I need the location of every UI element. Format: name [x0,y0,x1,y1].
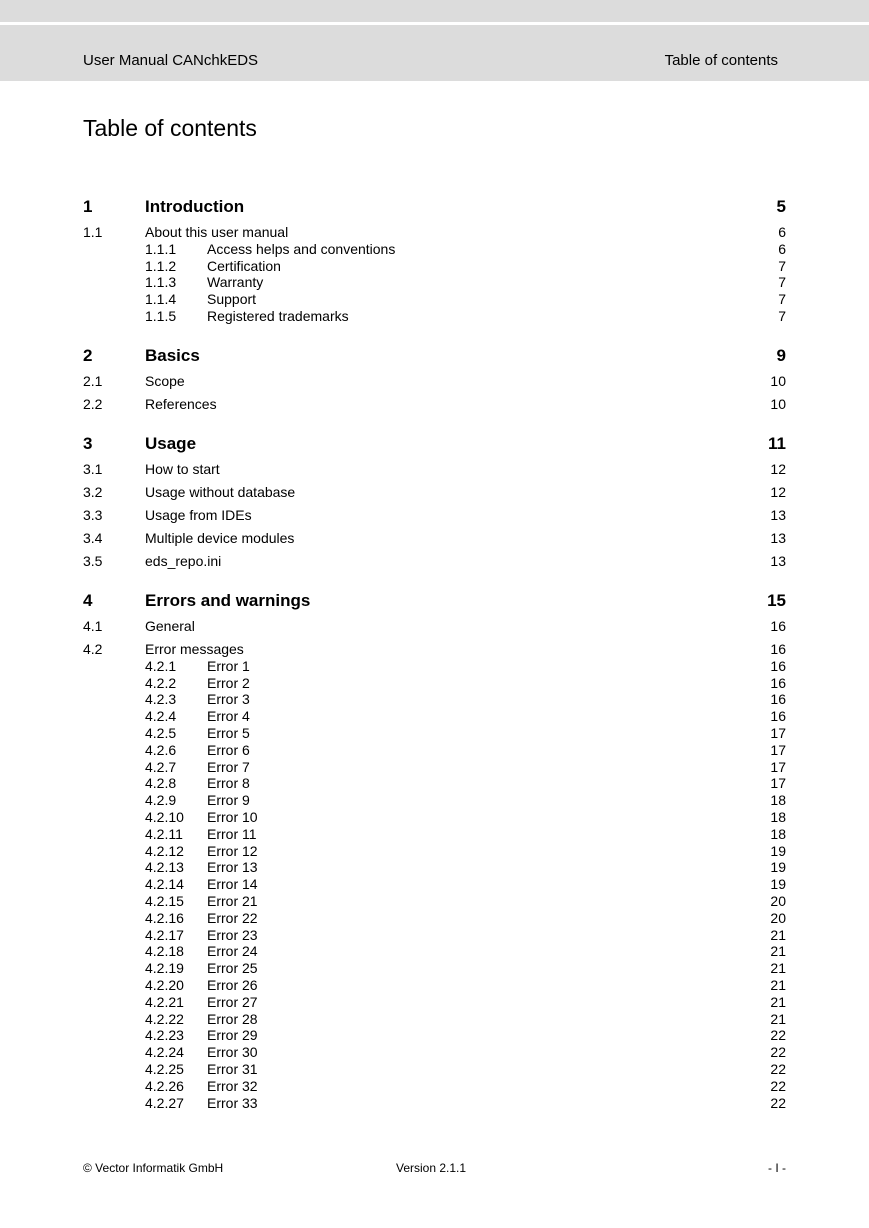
toc-title: Usage [145,434,197,453]
toc-number: 4.2.10 [145,809,184,825]
toc-title: References [145,396,217,412]
footer-copyright: © Vector Informatik GmbH [83,1161,224,1175]
toc-title: Error 3 [207,691,250,708]
toc-number: 4 [83,591,93,610]
toc-title: Certification [207,257,281,274]
toc-number: 2.2 [83,396,103,412]
toc-title: eds_repo.ini [145,553,222,569]
toc-title: Error 11 [207,825,257,842]
toc-title: Error 31 [207,1061,258,1077]
toc-number: 4.2.15 [145,893,184,909]
toc-page-number: 12 [770,484,786,500]
toc-page-number: 10 [770,396,786,412]
toc-title: Error 5 [207,725,250,741]
toc-title: Usage without database [145,484,296,500]
toc-title: How to start [145,461,220,477]
toc-number: 1.1.2 [145,257,177,274]
toc-title: Error 1 [207,657,250,674]
toc-page-number: 22 [770,1077,786,1094]
toc-page-number: 10 [770,373,786,389]
toc-title: Error 9 [207,792,250,809]
toc-title: About this user manual [145,224,289,240]
toc-title: Registered trademarks [207,308,349,324]
toc-number: 2.1 [83,373,103,389]
toc-title: Warranty [207,274,264,291]
toc-number: 1.1.4 [145,291,177,308]
toc-page-number: 5 [776,197,786,216]
toc-number: 4.2.21 [145,993,184,1010]
toc-page-number: 9 [776,346,786,365]
toc-number: 4.2.9 [145,792,177,809]
toc-number: 4.2.11 [145,825,183,842]
toc-title: Error 30 [207,1044,258,1061]
toc-page-number: 19 [770,859,786,876]
toc-title: Error 26 [207,977,258,993]
toc-number: 4.2.19 [145,960,184,977]
toc-page-number: 16 [770,657,786,674]
toc-number: 4.2.24 [145,1044,184,1061]
toc-page-number: 19 [770,842,786,859]
toc-page-number: 16 [770,708,786,725]
toc-page-number: 16 [770,691,786,708]
toc-number: 4.2.18 [145,943,184,960]
toc-number: 3 [83,434,93,453]
toc-page-number: 7 [778,308,786,324]
toc-page-number: 16 [770,618,786,634]
toc-number: 3.2 [83,484,103,500]
header-document-title: User Manual CANchkEDS [83,52,259,69]
header-section-title: Table of contents [664,52,778,69]
toc-page-number: 6 [778,224,786,240]
toc-title: Error messages [145,641,244,657]
toc-page-number: 21 [770,943,786,960]
toc-title: Error 28 [207,1010,258,1027]
toc-number: 3.3 [83,507,103,523]
toc-number: 2 [83,346,93,365]
toc-page-number: 22 [770,1027,786,1044]
toc-number: 4.2.13 [145,859,184,876]
toc-number: 3.1 [83,461,103,477]
toc-number: 4.2.6 [145,741,177,758]
toc-page-number: 15 [767,591,786,610]
toc-page-number: 7 [778,274,786,291]
toc-page-number: 12 [770,461,786,477]
toc-number: 4.2.8 [145,775,177,792]
footer-page-number: - I - [768,1161,786,1175]
toc-page-number: 21 [770,993,786,1010]
toc-page-number: 17 [770,741,786,758]
toc-number: 4.2.23 [145,1027,184,1044]
toc-page-number: 18 [770,825,786,842]
toc-number: 4.2.26 [145,1077,184,1094]
toc-page-number: 13 [770,507,786,523]
toc-number: 4.2.16 [145,909,184,926]
toc-number: 1.1.1 [145,240,177,257]
toc-page-number: 7 [778,291,786,308]
toc-title: Error 33 [207,1094,258,1111]
toc-number: 1 [83,197,93,216]
toc-title: Error 29 [207,1027,258,1044]
toc-title: General [145,618,195,634]
toc-page-number: 11 [768,434,786,453]
toc-number: 4.2 [83,641,103,657]
toc-page-number: 6 [778,240,786,257]
toc-number: 4.2.20 [145,977,184,993]
toc-page-number: 21 [770,960,786,977]
toc-number: 4.2.12 [145,842,184,859]
toc-page-number: 22 [770,1044,786,1061]
toc-number: 4.2.5 [145,725,177,741]
toc-title: Error 32 [207,1077,258,1094]
toc-number: 4.1 [83,618,103,634]
toc-page-number: 21 [770,926,786,943]
toc-title: Error 4 [207,708,250,725]
toc-title: Multiple device modules [145,530,295,546]
toc-page-number: 22 [770,1094,786,1111]
toc-title: Usage from IDEs [145,507,252,523]
toc-number: 1.1.5 [145,308,177,324]
toc-title: Error 23 [207,926,258,943]
toc-number: 4.2.3 [145,691,177,708]
toc-number: 1.1 [83,224,103,240]
toc-page-number: 21 [770,1010,786,1027]
toc-number: 1.1.3 [145,274,177,291]
toc-title: Error 25 [207,960,258,977]
toc-title: Introduction [145,197,245,216]
toc-number: 4.2.25 [145,1061,184,1077]
toc-number: 4.2.17 [145,926,184,943]
toc-page-number: 17 [770,758,786,775]
toc-number: 4.2.22 [145,1010,184,1027]
toc-title: Error 6 [207,741,250,758]
toc-number: 4.2.14 [145,876,184,893]
toc-page-number: 7 [778,257,786,274]
toc-page-number: 13 [770,553,786,569]
toc-number: 4.2.27 [145,1094,184,1111]
toc-page-number: 22 [770,1061,786,1077]
toc-title: Basics [145,346,200,365]
toc-title: Scope [145,373,185,389]
toc-page-number: 13 [770,530,786,546]
toc-page-number: 19 [770,876,786,893]
toc-page-number: 16 [770,641,786,657]
toc-title: Error 7 [207,758,250,775]
toc-title: Errors and warnings [145,591,311,610]
toc-title: Error 21 [207,893,258,909]
toc-number: 3.4 [83,530,103,546]
toc-number: 4.2.7 [145,758,177,775]
toc-title: Error 14 [207,876,258,893]
toc-title: Support [207,291,257,308]
toc-page-number: 18 [770,792,786,809]
footer-version: Version 2.1.1 [396,1161,467,1175]
toc-title: Access helps and conventions [207,240,396,257]
page-title: Table of contents [83,115,257,141]
toc-title: Error 24 [207,943,258,960]
toc-number: 4.2.2 [145,674,177,691]
toc-page-number: 20 [770,909,786,926]
toc-title: Error 27 [207,993,258,1010]
toc-page-number: 17 [770,725,786,741]
toc-title: Error 8 [207,775,250,792]
toc-page-number: 20 [770,893,786,909]
toc-title: Error 13 [207,859,258,876]
toc-page-number: 21 [770,977,786,993]
toc-page-number: 17 [770,775,786,792]
toc-title: Error 10 [207,809,258,825]
toc-page-number: 16 [770,674,786,691]
toc-number: 4.2.4 [145,708,177,725]
toc-number: 3.5 [83,553,103,569]
toc-page-number: 18 [770,809,786,825]
toc-number: 4.2.1 [145,657,177,674]
toc-title: Error 2 [207,674,250,691]
toc-title: Error 12 [207,842,258,859]
toc-title: Error 22 [207,909,258,926]
